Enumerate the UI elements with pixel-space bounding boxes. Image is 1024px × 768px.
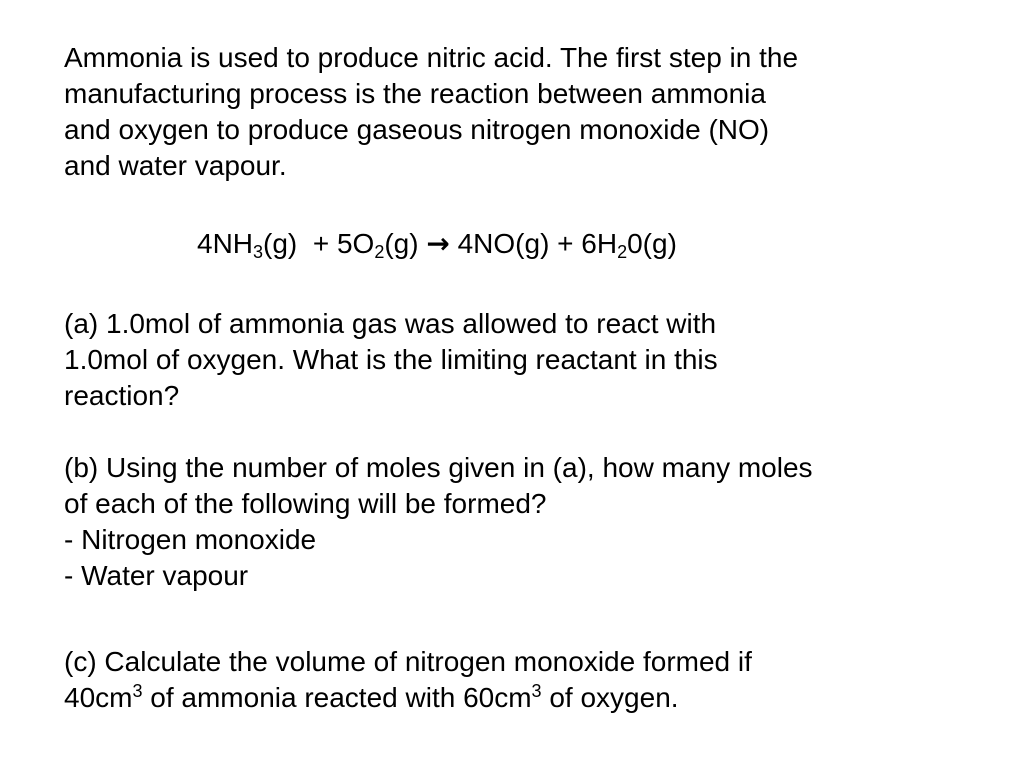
question-c-end: of oxygen.	[541, 682, 679, 713]
question-a	[64, 306, 984, 414]
ammonia-state: (g)	[263, 228, 298, 259]
question-b-line-1: (b) Using the number of moles given in (a), how many moles	[64, 452, 813, 483]
reactant-ammonia: 4NH	[197, 228, 254, 259]
oxygen-subscript: 2	[374, 242, 385, 262]
question-a-line-2: 1.0mol of oxygen. What is the limiting reactant in this	[64, 344, 718, 375]
question-b	[64, 450, 984, 594]
cubic-superscript-1: 3	[132, 681, 143, 701]
chemical-equation	[197, 226, 677, 262]
question-b-item-water-vapour: - Water vapour	[64, 560, 249, 591]
question-c-line-1: (c) Calculate the volume of nitrogen monoxide formed if	[64, 646, 752, 677]
intro-line-3: and oxygen to produce gaseous nitrogen monoxide (NO)	[64, 114, 770, 145]
intro-paragraph	[64, 40, 984, 184]
products: 4NO(g) + 6H	[457, 228, 618, 259]
question-a-line-3: reaction?	[64, 380, 180, 411]
water-state: 0(g)	[627, 228, 677, 259]
arrow-icon: →	[426, 227, 450, 260]
intro-line-2: manufacturing process is the reaction between ammonia	[64, 78, 766, 109]
ammonia-subscript: 3	[253, 242, 264, 262]
oxygen-state: (g)	[384, 228, 419, 259]
volume-ammonia: 40cm	[64, 682, 133, 713]
question-c	[64, 644, 984, 716]
cubic-superscript-2: 3	[531, 681, 542, 701]
question-a-line-1: (a) 1.0mol of ammonia gas was allowed to react with	[64, 308, 717, 339]
question-c-middle: of ammonia reacted with 60cm	[142, 682, 532, 713]
intro-line-4: and water vapour.	[64, 150, 287, 181]
question-b-item-nitrogen-monoxide: - Nitrogen monoxide	[64, 524, 317, 555]
question-c-line-2	[64, 680, 984, 716]
intro-line-1: Ammonia is used to produce nitric acid. The first step in the	[64, 42, 799, 73]
question-b-line-2: of each of the following will be formed?	[64, 488, 547, 519]
reactant-oxygen: + 5O	[312, 228, 375, 259]
water-subscript: 2	[617, 242, 628, 262]
